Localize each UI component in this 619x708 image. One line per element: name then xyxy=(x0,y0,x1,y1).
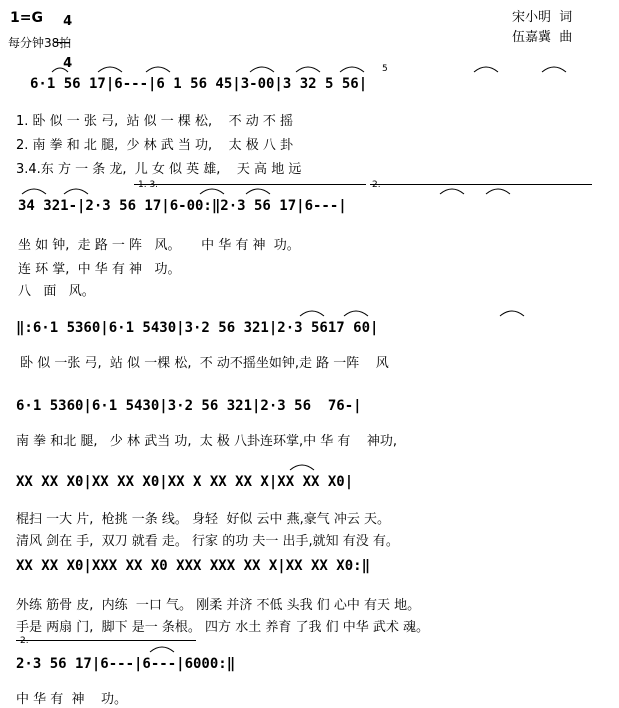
time-signature-top: 4 xyxy=(63,14,73,29)
notation-line-7: 2·3 56 17|6---|6---|6000:‖ xyxy=(16,656,236,672)
lyric-line-6-verse-2: 手是 两扇 门, 脚下 是一 条根。 四方 水土 养育 了我 们 中华 武术 魂。 xyxy=(16,620,429,635)
volta-first-label: 1. 3. xyxy=(138,180,159,190)
notation-line-4: 6·1 5360|6·1 5430|3·2 56 321|2·3 56 76-| xyxy=(16,398,362,414)
lyric-line-2-verse-3: 八 面 风。 xyxy=(18,284,95,299)
lyric-line-5-verse-2: 清风 剑在 手, 双刀 就看 走。 行家 的功 夫一 出手,就知 有没 有。 xyxy=(16,534,399,549)
composer-credit: 伍嘉冀 曲 xyxy=(512,30,573,45)
lyric-line-6-verse-1: 外练 筋骨 皮, 内练 一口 气。 刚柔 并济 不低 头我 们 心中 有天 地。 xyxy=(16,598,421,613)
notation-line-3: ‖:6·1 5360|6·1 5430|3·2 56 321|2·3 5617 60| xyxy=(16,320,379,336)
notation-line-6: XX XX X0|XXX XX X0 XXX XXX XX X|XX XX X0:‖ xyxy=(16,558,371,574)
lyric-line-1-verse-3: 3.4.东 方 一 条 龙, 儿 女 似 英 雄, 天 高 地 远 xyxy=(16,162,302,177)
lyricist-credit: 宋小明 词 xyxy=(512,10,573,25)
key-signature: 1=G xyxy=(10,10,43,26)
lyric-line-3: 卧 似 一张 弓, 站 似 一棵 松, 不 动不摇坐如钟,走 路 一阵 风 xyxy=(16,356,389,371)
lyric-line-7: 中 华 有 神 功。 xyxy=(16,692,128,707)
volta-second-label: 2. xyxy=(372,180,381,190)
lyric-line-5-verse-1: 棍扫 一大 片, 枪挑 一条 线。 身轻 好似 云中 燕,豪气 冲云 天。 xyxy=(16,512,390,527)
notation-line-1: 6·1 56 17|6---|6 1 56 45|3-00|3 32 5 56| xyxy=(30,76,368,92)
notation-line-2: 34 321-|2·3 56 17|6-00:‖2·3 56 17|6---| xyxy=(18,198,347,214)
lyric-line-2-verse-2: 连 环 掌, 中 华 有 神 功。 xyxy=(18,262,181,277)
lyric-line-1-verse-1: 1. 卧 似 一 张 弓, 站 似 一 棵 松, 不 动 不 摇 xyxy=(16,114,294,129)
tempo-marking: 每分钟38拍 xyxy=(8,36,72,50)
volta-last-label: 2. xyxy=(20,636,29,646)
lyric-line-1-verse-2: 2. 南 拳 和 北 腿, 少 林 武 当 功, 太 极 八 卦 xyxy=(16,138,294,153)
lyric-line-4: 南 拳 和北 腿, 少 林 武当 功, 太 极 八卦连环掌,中 华 有 神功, xyxy=(16,434,398,449)
section-number: 5 xyxy=(382,64,388,74)
lyric-line-2-verse-1: 坐 如 钟, 走 路 一 阵 风。 中 华 有 神 功。 xyxy=(18,238,300,253)
notation-line-5: XX XX X0|XX XX X0|XX X XX XX X|XX XX X0| xyxy=(16,474,354,490)
time-signature-bottom: 4 xyxy=(63,56,73,71)
